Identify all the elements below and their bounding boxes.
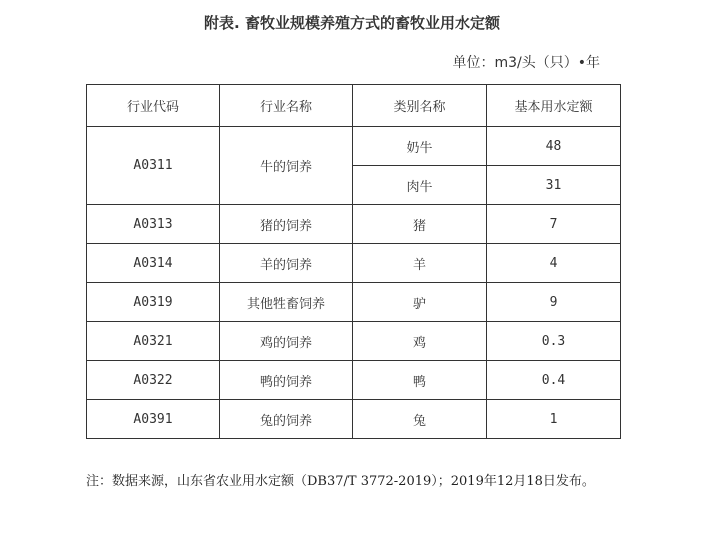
cell-basic-quota: 0.3 [487, 322, 621, 361]
table-row [87, 361, 621, 400]
cell-basic-quota: 4 [487, 244, 621, 283]
table-row [87, 127, 621, 166]
cell-industry-name: 羊的饲养 [220, 244, 353, 283]
cell-category-name: 羊 [353, 244, 487, 283]
cell-category-name: 鸭 [353, 361, 487, 400]
cell-industry-code: A0321 [87, 322, 220, 361]
cell-industry-code: A0313 [87, 205, 220, 244]
header-basic-quota: 基本用水定额 [487, 85, 621, 127]
table-row [87, 322, 621, 361]
table-row [87, 244, 621, 283]
table-row [87, 205, 621, 244]
cell-basic-quota: 48 [487, 127, 621, 166]
cell-industry-code: A0391 [87, 400, 220, 439]
cell-industry-name: 其他牲畜饲养 [220, 283, 353, 322]
cell-industry-code: A0319 [87, 283, 220, 322]
cell-category-name: 猪 [353, 205, 487, 244]
page-title: 附表. 畜牧业规模养殖方式的畜牧业用水定额 [204, 14, 500, 32]
header-category-name: 类别名称 [353, 85, 487, 127]
source-note: 注：数据来源，山东省农业用水定额（DB37/T 3772-2019）；2019年12月18日发布。 [86, 474, 595, 489]
water-quota-table [86, 84, 621, 439]
cell-industry-code: A0311 [87, 127, 220, 205]
cell-industry-name: 兔的饲养 [220, 400, 353, 439]
table-row [87, 283, 621, 322]
cell-category-name: 兔 [353, 400, 487, 439]
cell-industry-code: A0322 [87, 361, 220, 400]
cell-industry-code: A0314 [87, 244, 220, 283]
cell-category-name: 肉牛 [353, 166, 487, 205]
cell-category-name: 奶牛 [353, 127, 487, 166]
table-header-row [87, 85, 621, 127]
header-industry-name: 行业名称 [220, 85, 353, 127]
cell-basic-quota: 9 [487, 283, 621, 322]
table-row [87, 400, 621, 439]
cell-basic-quota: 0.4 [487, 361, 621, 400]
cell-basic-quota: 1 [487, 400, 621, 439]
cell-industry-name: 鸡的饲养 [220, 322, 353, 361]
cell-basic-quota: 7 [487, 205, 621, 244]
cell-industry-name: 鸭的饲养 [220, 361, 353, 400]
unit-label: 单位：m3/头（只）•年 [452, 55, 600, 71]
cell-industry-name: 牛的饲养 [220, 127, 353, 205]
cell-category-name: 驴 [353, 283, 487, 322]
cell-basic-quota: 31 [487, 166, 621, 205]
header-industry-code: 行业代码 [87, 85, 220, 127]
cell-category-name: 鸡 [353, 322, 487, 361]
cell-industry-name: 猪的饲养 [220, 205, 353, 244]
